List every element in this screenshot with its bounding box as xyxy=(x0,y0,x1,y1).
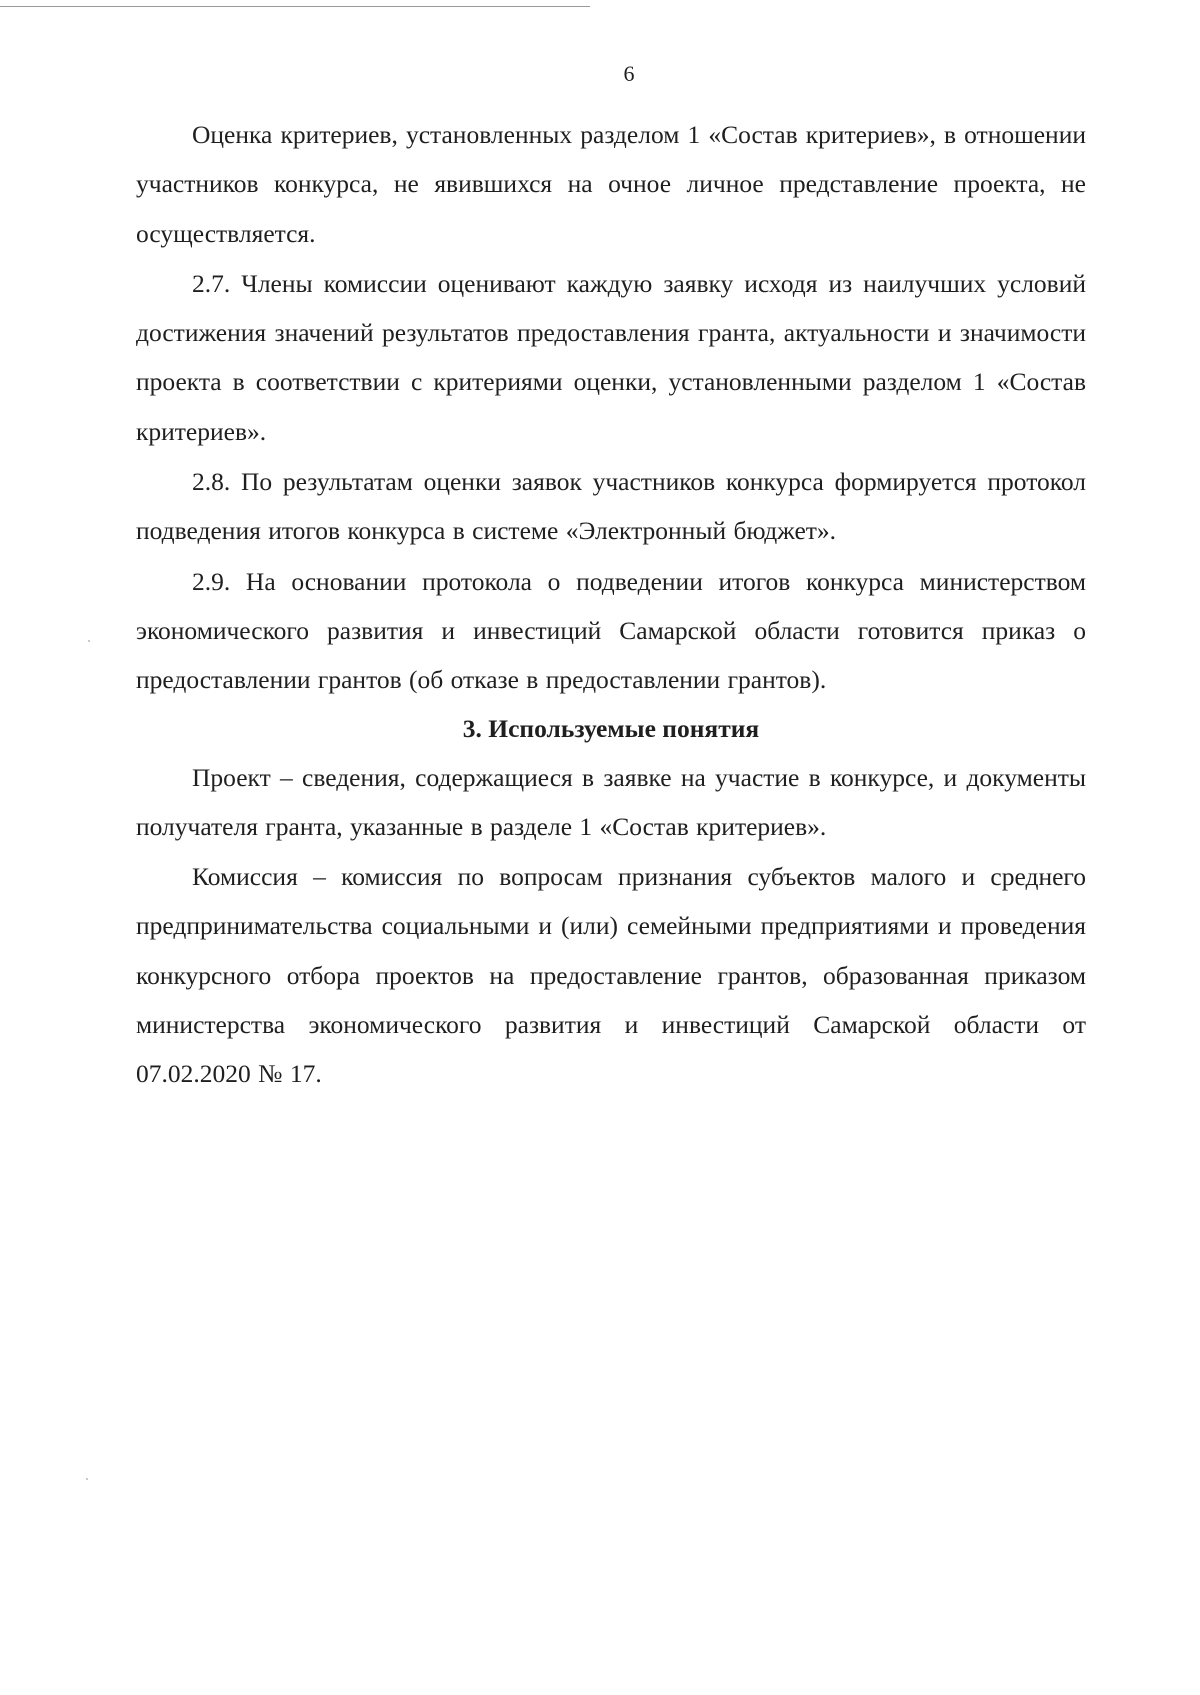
definition-project: Проект – сведения, содержащиеся в заявке на участие в конкурсе, и документы получателя гранта, указанные в разделе 1 «Состав критериев». xyxy=(136,762,1086,841)
paragraph-2-9: 2.9. На основании протокола о подведении итогов конкурса министерством экономического развития и инвестиций Самарской области готовится приказ о предоставлении грантов (об отказе в предоставлении грантов). xyxy=(136,566,1086,695)
scan-speck xyxy=(86,1478,88,1480)
scan-edge-line xyxy=(0,6,590,7)
paragraph-2-8: 2.8. По результатам оценки заявок участников конкурса формируется протокол подведения итогов конкурса в системе «Электронный бюджет». xyxy=(136,467,1086,546)
definition-commission: Комиссия – комиссия по вопросам признания субъектов малого и среднего предпринимательства социальными и (или) семейными предприятиями и проведения конкурсного отбора проектов на предоставление грантов, образованная приказом министерства экономического развития и инвестиций Самарской области от 07.02.2020 № 17. xyxy=(136,862,1086,1089)
scan-speck xyxy=(88,640,90,642)
section-heading-3: 3. Используемые понятия xyxy=(462,713,760,743)
document-body xyxy=(136,52,1086,1099)
paragraph-criteria-assessment: Оценка критериев, установленных разделом 1 «Состав критериев», в отношении участников конкурса, не явившихся на очное личное представление проекта, не осуществляется. xyxy=(136,120,1086,248)
page-number: 6 xyxy=(623,61,635,86)
paragraph-2-7: 2.7. Члены комиссии оценивают каждую заявку исходя из наилучших условий достижения значений результатов предоставления гранта, актуальности и значимости проекта в соответствии с критериями оценки, установленными разделом 1 «Состав критериев». xyxy=(136,268,1086,446)
